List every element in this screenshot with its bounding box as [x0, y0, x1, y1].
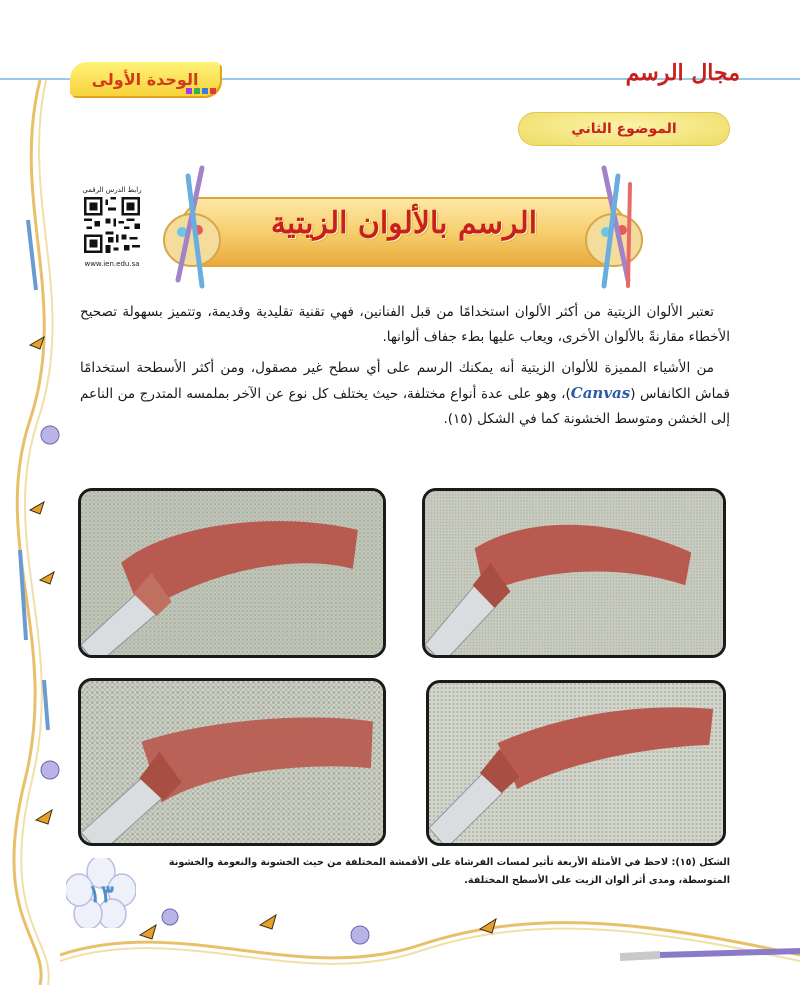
page-number-text: ١٣	[88, 878, 114, 908]
paragraph: تعتبر الألوان الزيتية من أكثر الألوان استخدامًا من قبل الفنانين، فهي تقنية تقليدية وقديمة، وتتميز بسهولة تصحيح الأخطاء مقارنةً بالألوان الأخرى، ويعاب عليها بطء جفاف ألوانها.	[80, 304, 730, 345]
decorative-vine-border	[0, 80, 80, 985]
lesson-body	[80, 300, 730, 438]
unit-badge	[70, 62, 220, 96]
lesson-title: الرسم بالألوان الزيتية	[270, 206, 538, 241]
paragraph-text: )، وهو على عدة أنواع مختلفة، حيث يختلف كل نوع عن الآخر بملمسه المتدرج من الناعم إلى الخشن ومتوسط الخشونة كما في الشكل (١٥).	[80, 386, 730, 427]
topic-label: الموضوع الثاني	[571, 121, 677, 137]
decorative-bottom-border	[60, 895, 800, 985]
field-title: مجال الرسم	[625, 60, 740, 86]
figure-photo-3	[78, 678, 386, 846]
qr-label: رابط الدرس الرقمي	[82, 186, 142, 194]
topic-pill	[518, 112, 730, 146]
flower-icon	[41, 426, 59, 779]
qr-code-icon[interactable]	[84, 197, 140, 253]
figure-caption: الشكل (١٥): لاحظ في الأمثلة الأربعة تأثير لمسات الفرشاة على الأقمشة المختلفة من حيث الخشونة والنعومة والخشونة المتوسطة، ومدى أثر ألوان الزيت على الأسطح المختلفة.	[168, 857, 730, 886]
figure-photo-1	[78, 488, 386, 658]
unit-badge-label: الوحدة الأولى	[91, 69, 199, 89]
paragraph-text: من الأشياء المميزة للألوان الزيتية أنه يمكنك الرسم على أي سطح غير مصقول، ومن أكثر الأسطحة استخدامًا قماش الكانفاس (	[80, 360, 730, 402]
qr-block[interactable]	[72, 186, 152, 268]
figure-photo-4	[426, 680, 726, 846]
butterfly-icon	[140, 915, 496, 939]
paragraph	[80, 356, 730, 432]
color-dots	[186, 88, 216, 94]
page-number	[66, 858, 136, 928]
figure-photo-2	[422, 488, 726, 658]
canvas-term: Canvas	[570, 384, 631, 402]
qr-url[interactable]: www.ien.edu.sa	[84, 260, 140, 268]
